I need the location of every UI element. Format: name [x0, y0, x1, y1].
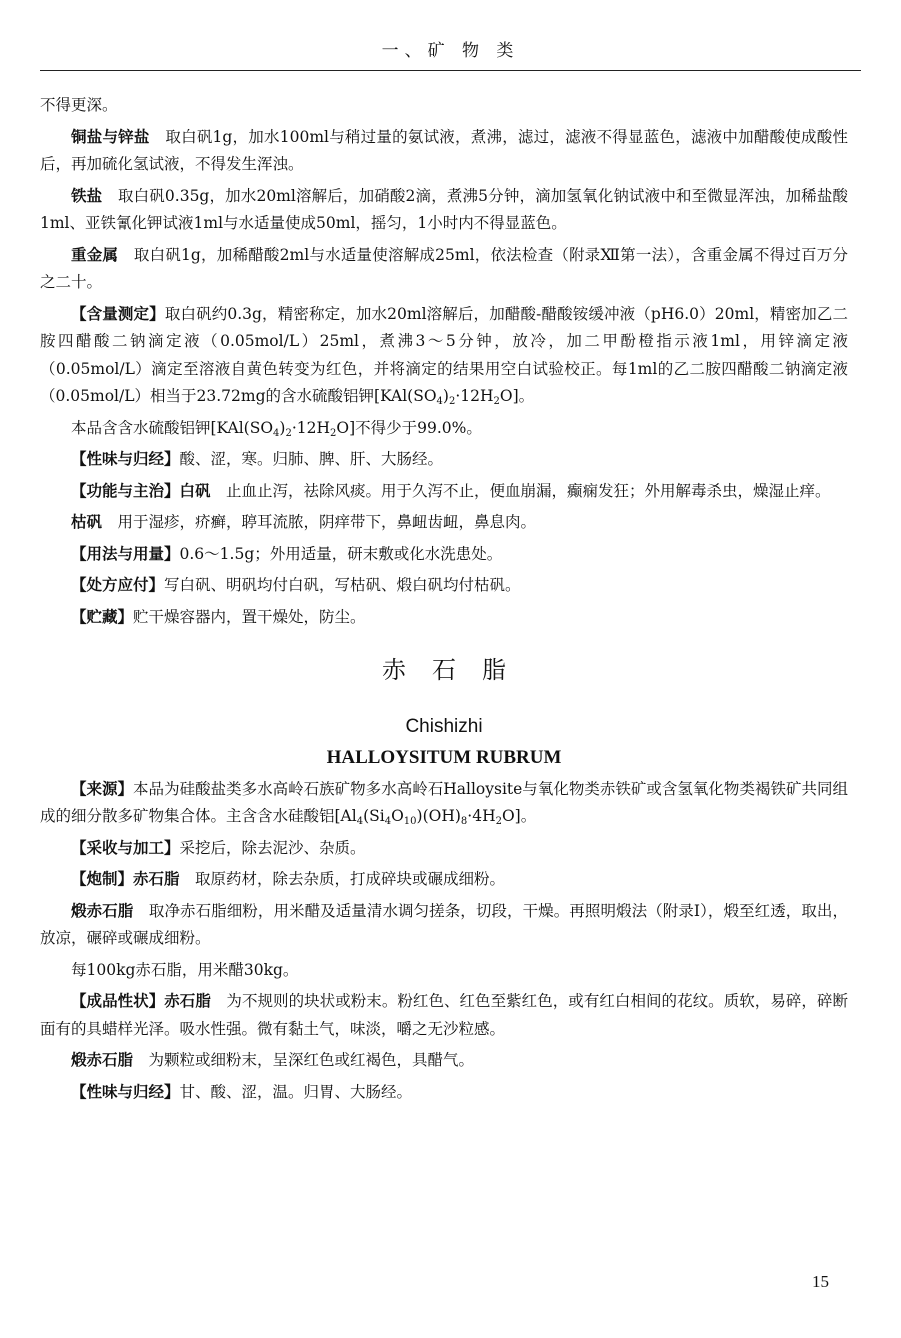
header-rule: [40, 70, 861, 71]
item-label: 煅赤石脂: [71, 1051, 134, 1069]
formula-part: )(OH): [416, 807, 461, 825]
formula-subscript: 2: [448, 396, 456, 407]
paragraph-vinegar-ratio: 每100kg赤石脂，用米醋30kg。: [71, 960, 299, 979]
section-label: 【炮制】赤石脂: [71, 870, 180, 888]
section-label: 【含量测定】: [71, 304, 165, 323]
paragraph-assay: [40, 301, 848, 411]
formula-subscript: 4: [384, 816, 392, 827]
formula-part: ·12H: [291, 418, 331, 437]
paragraph-content-limit: [40, 415, 848, 443]
formula-part: ·12H: [455, 387, 494, 405]
formula-subscript: 2: [495, 816, 502, 827]
formula-subscript: 4: [273, 427, 280, 439]
page-number: 15: [812, 1272, 829, 1291]
paragraph-text: 采挖后，除去泥沙、杂质。: [179, 838, 366, 857]
paragraph-text: 取白矾1g，加稀醋酸2ml与水适量使溶解成25ml，依法检查（附录Ⅻ第一法），含重金属不得过百万分之二十。: [40, 245, 848, 291]
paragraph-text: 贮干燥容器内，置干燥处，防尘。: [133, 607, 366, 626]
section-label: 【性味与归经】: [71, 1082, 180, 1101]
paragraph-text: 写白矾、明矾均付白矾，写枯矾、煅白矾均付枯矾。: [164, 576, 521, 594]
paragraph-text: 为颗粒或细粉末，呈深红色或红褐色，具醋气。: [133, 1051, 475, 1069]
paragraph-text: 用于湿疹，疥癣，聤耳流脓，阴痒带下，鼻衄齿衄，鼻息肉。: [102, 513, 537, 531]
paragraph-characteristics: [40, 988, 848, 1043]
section-label: 【用法与用量】: [71, 544, 180, 563]
paragraph-copper-zinc: [40, 124, 848, 179]
monograph-title: 赤石脂: [382, 656, 532, 684]
formula-subscript: 2: [493, 396, 500, 407]
paragraph-text: 取白矾0.35g，加水20ml溶解后，加硝酸2滴，煮沸5分钟，滴加氢氧化钠试液中和至微显浑浊，加稀盐酸1ml、亚铁氰化钾试液1ml与水适量使成50ml，摇匀，1小时内不得显蓝色。: [40, 186, 848, 232]
section-label: 【贮藏】: [71, 607, 134, 626]
paragraph-continuation: 不得更深。: [40, 96, 118, 114]
running-header: 一、矿 物 类: [381, 41, 520, 61]
formula-part: O: [391, 807, 404, 825]
paragraph-prescription: [40, 572, 848, 600]
formula-part: (Si: [363, 807, 385, 825]
paragraph-functions: [40, 478, 848, 506]
paragraph-text: 取白矾约0.3g，精密称定，加水20ml溶解后，加醋酸-醋酸铵缓冲液（pH6.0）20ml，精密加乙二胺四醋酸二钠滴定液（0.05mol/L）25ml，煮沸3～5分钟，放冷，加二甲酚橙指示液1ml，用锌滴定液（0.05mol/L）滴定至溶液自黄色转变为红色，并将滴定的结果用空白试验校正。每1ml的乙二胺四醋酸二钠滴定液（0.05mol/L）相当于23.72mg的含水硫酸铝钾: [40, 304, 848, 405]
paragraph-nature-meridian-2: [40, 1079, 848, 1107]
formula-part: [KAl(SO: [374, 387, 437, 405]
item-label: 煅赤石脂: [71, 901, 134, 920]
formula-part: O]。: [499, 387, 535, 405]
paragraph-text: 本品为硅酸盐类多水高岭石族矿物多水高岭石Halloysite与氧化物类赤铁矿或含氢氧化物类褐铁矿共同组成的细分散多矿物集合体。主含含水硅酸铝[Al: [40, 779, 848, 825]
paragraph-heavy-metal: [40, 242, 848, 297]
section-label: 【功能与主治】白矾: [71, 481, 211, 500]
formula-subscript: 2: [285, 427, 292, 439]
paragraph-text: 甘、酸、涩，温。归胃、大肠经。: [179, 1082, 413, 1101]
formula-subscript: 8: [460, 816, 468, 827]
paragraph-dosage: [40, 541, 848, 569]
formula-subscript: 4: [436, 396, 443, 407]
paragraph-text: 止血止泻，祛除风痰。用于久泻不止，便血崩漏，癫痫发狂；外用解毒杀虫，燥湿止痒。: [210, 481, 831, 500]
item-label: 枯矾: [71, 513, 103, 531]
section-label: 【性味与归经】: [71, 450, 180, 468]
paragraph-text: 本品含含水硫酸铝钾[KAl(SO: [71, 418, 274, 437]
paragraph-source: [40, 776, 848, 831]
section-label: 【处方应付】: [71, 576, 165, 594]
paragraph-harvest: [40, 835, 848, 863]
monograph-pinyin: Chishizhi: [405, 715, 483, 737]
paragraph-text: 取原药材，除去杂质，打成碎块或碾成细粉。: [179, 870, 506, 888]
paragraph-text: 酸、涩，寒。归肺、脾、肝、大肠经。: [179, 450, 444, 468]
formula-part: O]不得少于99.0%。: [336, 418, 482, 437]
paragraph-text: 取白矾1g，加水100ml与稍过量的氨试液，煮沸，滤过，滤液不得显蓝色，滤液中加醋酸使成酸性后，再加硫化氢试液，不得发生浑浊。: [40, 127, 848, 173]
test-label: 铁盐: [71, 186, 103, 205]
paragraph-text: 为不规则的块状或粉末。粉红色、红色至紫红色，或有红白相间的花纹。质软，易碎，碎断面有的具蜡样光泽。吸水性强。微有黏土气，味淡，嚼之无沙粒感。: [40, 992, 848, 1038]
paragraph-text: 0.6～1.5g；外用适量，研末敷或化水洗患处。: [179, 544, 503, 563]
paragraph-nature-meridian: [40, 446, 848, 474]
formula-part: O]。: [501, 807, 537, 825]
page-body: [40, 92, 848, 1110]
formula-subscript: 4: [356, 816, 364, 827]
test-label: 重金属: [71, 245, 119, 264]
section-label: 【成品性状】赤石脂: [71, 992, 211, 1010]
paragraph-processing: [40, 866, 848, 894]
paragraph-dried-alum: [40, 509, 848, 537]
paragraph-calcined-characteristics: [40, 1047, 848, 1075]
formula-part: ): [279, 418, 286, 437]
paragraph-calcined: [40, 898, 848, 953]
formula-subscript: 2: [330, 427, 337, 439]
formula-subscript: 10: [403, 816, 417, 827]
formula-part: ): [442, 387, 449, 405]
test-label: 铜盐与锌盐: [71, 127, 150, 146]
section-label: 【采收与加工】: [71, 838, 180, 857]
formula-part: ·4H: [467, 807, 496, 825]
section-label: 【来源】: [71, 779, 134, 798]
paragraph-text: 取净赤石脂细粉，用米醋及适量清水调匀搓条，切段，干燥。再照明煅法（附录Ⅰ），煅至红透，取出，放凉，碾碎或碾成细粉。: [40, 901, 848, 947]
paragraph-iron: [40, 183, 848, 238]
monograph-latin-name: HALLOYSITUM RUBRUM: [326, 747, 562, 768]
paragraph-storage: [40, 604, 848, 632]
